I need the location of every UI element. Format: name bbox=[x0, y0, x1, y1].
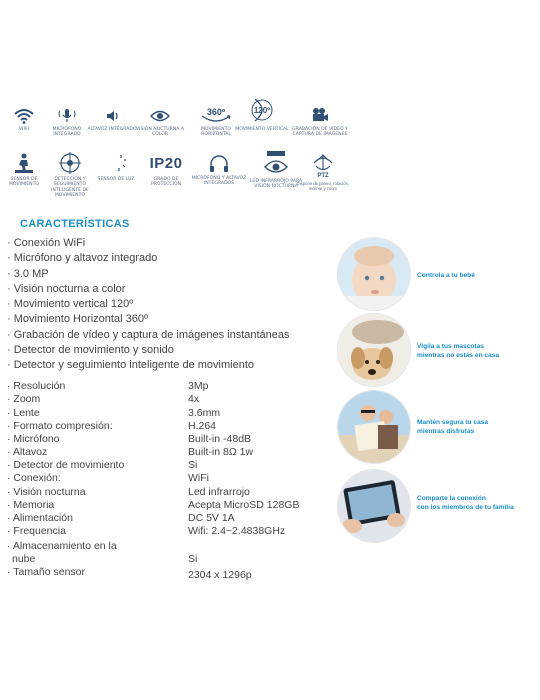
rotate-360-text: 360º bbox=[206, 107, 226, 117]
spec-label: · Formato compresión: bbox=[7, 420, 113, 432]
caption-home: Mantén segura tu casa mientras disfrutas bbox=[417, 419, 489, 435]
wifi-icon bbox=[13, 108, 35, 124]
rotate-120-icon bbox=[249, 96, 275, 124]
spec-value: Si bbox=[188, 459, 198, 471]
spec-label: · Conexión: bbox=[7, 472, 61, 484]
spec-label: · Visión nocturna bbox=[7, 486, 86, 498]
spec-value: Wifi: 2.4~2.4838GHz bbox=[188, 525, 286, 537]
icon-label: SENSOR DE MOVIMIENTO bbox=[8, 177, 40, 188]
list-item: · Conexión WiFi bbox=[7, 237, 86, 249]
spec-value: DC 5V 1A bbox=[188, 512, 235, 524]
eye-icon bbox=[149, 108, 171, 124]
spec-value: Built-in 8Ω 1w bbox=[188, 446, 254, 458]
spec-label: · Resolución bbox=[7, 380, 66, 392]
list-item: · Detector de movimiento y sonido bbox=[7, 344, 174, 357]
icon-label: WIFI bbox=[19, 127, 29, 132]
icon-label: MOVIMIENTO HORIZONTAL bbox=[200, 127, 232, 138]
icon-label: SENSOR DE LUZ bbox=[97, 177, 135, 182]
spec-label: · Memoria bbox=[7, 499, 55, 511]
icon-label: GRADO DE PROTECCIÓN bbox=[150, 177, 182, 188]
speaker-icon bbox=[101, 108, 123, 124]
spec-value: Led infrarrojo bbox=[188, 486, 250, 498]
spec-label: · Alimentación bbox=[7, 512, 73, 524]
feature-ptz bbox=[295, 151, 351, 191]
infrared-led-icon bbox=[263, 150, 289, 176]
caption-share: Comparte la conexión con los miembros de tu familia bbox=[417, 495, 514, 511]
list-item: · Visión nocturna a color bbox=[7, 282, 126, 295]
icon-label: GRABACIÓN DE VÍDEO Y CAPTURA DE IMÁGENES bbox=[292, 127, 348, 138]
rotate-120-text: 120º bbox=[253, 106, 271, 115]
ptz-text: PTZ bbox=[317, 173, 329, 179]
rotate-360-icon bbox=[199, 104, 233, 124]
caption-pets: Vigila a tus mascotas mientras no estás en casa bbox=[417, 343, 500, 359]
section-title: CARACTERÍSTICAS bbox=[20, 218, 130, 230]
spec-label: · Altavoz bbox=[7, 446, 48, 458]
list-item: · 3.0 MP bbox=[7, 267, 49, 280]
icon-label: LED INFRARROJO PARA VISIÓN NOCTURNA bbox=[249, 179, 303, 190]
icon-label: Dispone de paneo, rotación, inclinar y zoom bbox=[296, 181, 350, 191]
baby-photo bbox=[337, 237, 411, 311]
list-item: · Movimiento vertical 120º bbox=[7, 298, 134, 311]
ip20-badge: IP20 bbox=[149, 155, 183, 172]
feature-mic-speaker bbox=[191, 155, 247, 187]
icon-label: DETECCIÓN Y SEGUIMIENTO INTELIGENTE DE MOVIMIENTO bbox=[51, 177, 89, 199]
spec-label: · Detector de movimiento bbox=[7, 459, 125, 471]
light-sensor-icon bbox=[105, 152, 127, 174]
spec-value: 3Mp bbox=[188, 380, 209, 392]
feature-ip20 bbox=[138, 154, 194, 188]
list-item: · Detector y seguimiento inteligente de movimiento bbox=[7, 359, 255, 372]
spec-value: Built-in -48dB bbox=[188, 433, 252, 445]
microphone-icon bbox=[56, 108, 78, 124]
feature-vertical-move bbox=[234, 96, 290, 132]
dog-photo bbox=[337, 313, 411, 387]
spec-value: 4x bbox=[188, 393, 200, 405]
spec-value: 2304 x 1296p bbox=[188, 569, 252, 581]
list-item: · Micrófono y altavoz integrado bbox=[7, 252, 158, 265]
icon-label: MOVIMIENTO VERTICAL bbox=[235, 127, 289, 132]
tracking-icon bbox=[58, 152, 82, 174]
spec-value: 3.6mm bbox=[188, 407, 221, 419]
icon-label: VISIÓN NOCTURNA A COLOR bbox=[135, 127, 185, 138]
video-camera-icon bbox=[309, 106, 331, 124]
spec-label: · Zoom bbox=[7, 393, 41, 405]
spec-label-cont: nube bbox=[12, 553, 36, 565]
mic-speaker-icon bbox=[208, 155, 230, 173]
spec-label: · Micrófono bbox=[7, 433, 60, 445]
tablet-photo bbox=[337, 469, 411, 543]
caption-baby: Controla a tu bebé bbox=[417, 272, 475, 279]
spec-value: Si bbox=[188, 553, 198, 565]
spec-value: Acepta MicroSD 128GB bbox=[188, 499, 300, 511]
icon-label: MICRÓFONO INTEGRADO bbox=[52, 127, 82, 138]
spec-label: · Lente bbox=[7, 407, 40, 419]
feature-video-recording bbox=[292, 106, 348, 138]
motion-sensor-icon bbox=[13, 152, 35, 174]
spec-label: · Almacenamiento en la bbox=[7, 540, 117, 552]
feature-list bbox=[7, 236, 290, 374]
spec-label: · Tamaño sensor bbox=[7, 566, 86, 578]
ptz-icon bbox=[311, 151, 335, 173]
spec-value: H.264 bbox=[188, 420, 217, 432]
icon-label: ALTAVOZ INTEGRADO bbox=[87, 127, 137, 132]
feature-night-vision bbox=[132, 108, 188, 138]
family-photo bbox=[337, 390, 411, 464]
feature-light-sensor bbox=[88, 152, 144, 182]
icon-label: MICRÓFONO Y ALTAVOZ INTEGRADOS bbox=[191, 176, 247, 187]
list-item: · Movimiento Horizontal 360º bbox=[7, 313, 148, 326]
spec-value: WiFi bbox=[188, 472, 209, 484]
list-item: · Grabación de vídeo y captura de imágenes instantáneas bbox=[7, 328, 290, 341]
spec-label: · Frequencia bbox=[7, 525, 66, 537]
